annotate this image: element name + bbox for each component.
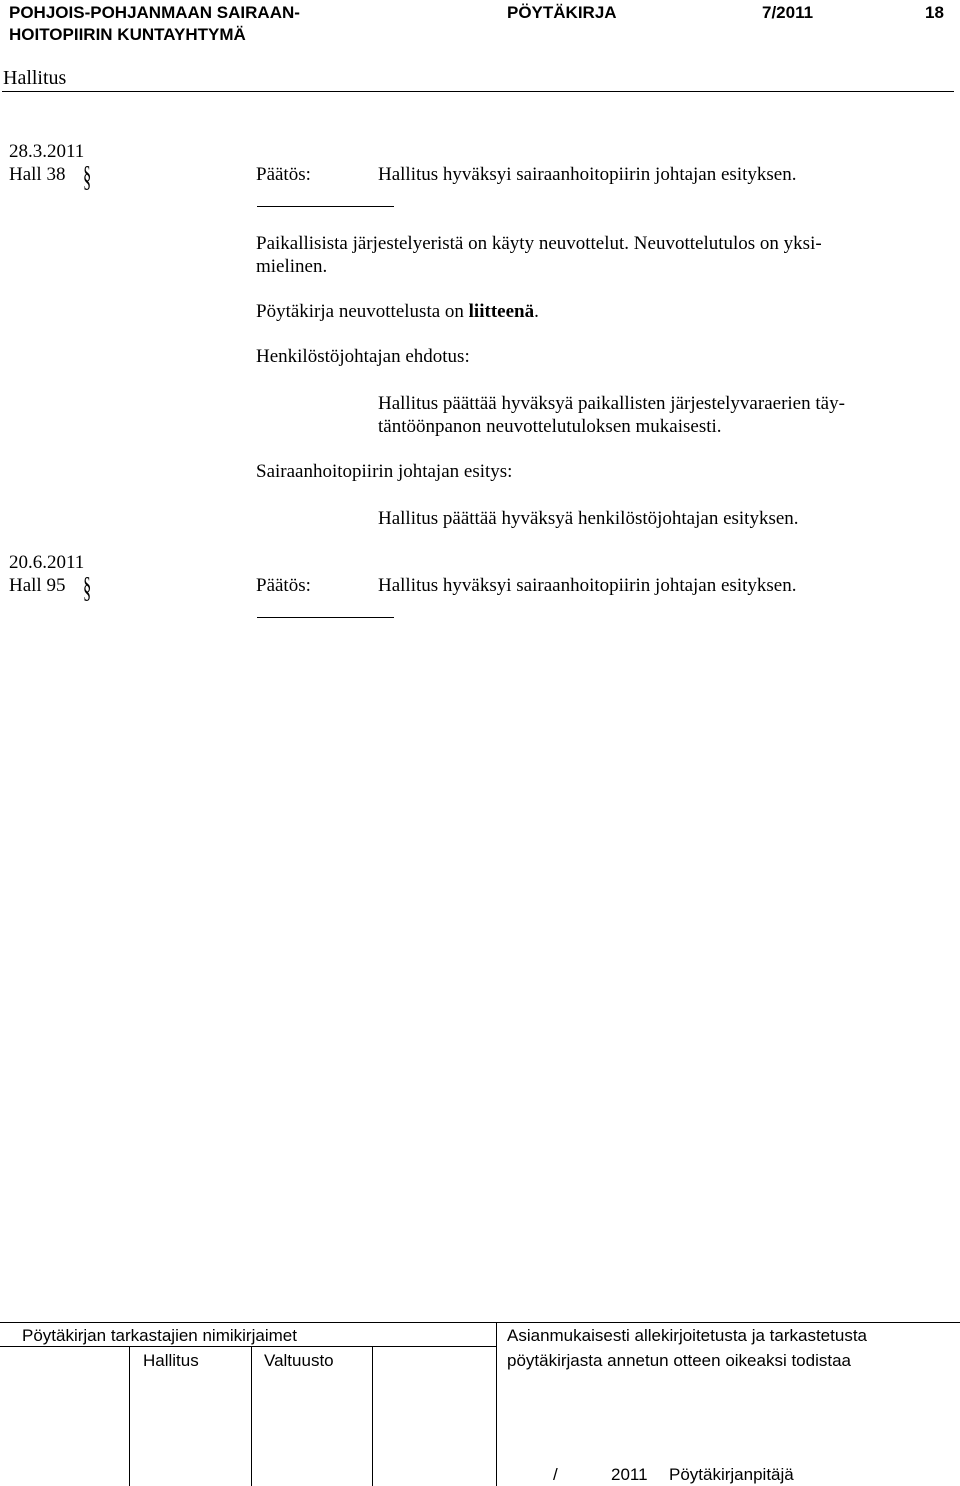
paragraph2-end: . [534, 301, 539, 322]
footer-divider [496, 1322, 497, 1486]
entry1-ref: Hall 38 [9, 164, 66, 185]
footer-col-divider-1 [129, 1346, 130, 1486]
paragraph1-line1: Paikallisista järjestelyeristä on käyty neuvottelut. Neuvottelutulos on yksi- [256, 233, 822, 254]
section-sign-icon: § [83, 571, 92, 604]
footer-left-subrule [0, 1346, 496, 1347]
entry2-date: 20.6.2011 [9, 552, 85, 573]
footer-certification-line1: Asianmukaisesti allekirjoitetusta ja tarkastetusta [507, 1326, 867, 1345]
entry1-decision: Hallitus hyväksyi sairaanhoitopiirin johtajan esityksen. [378, 164, 797, 185]
proposal1-line2: täntöönpanon neuvottelutuloksen mukaisesti. [378, 416, 722, 437]
footer-col-hallitus: Hallitus [143, 1351, 199, 1370]
footer-certification-line2: pöytäkirjasta annetun otteen oikeaksi todistaa [507, 1351, 852, 1370]
section-sign-icon: § [83, 160, 92, 193]
footer-signer: Pöytäkirjanpitäjä [669, 1465, 794, 1484]
entry1-label: Päätös: [256, 164, 311, 185]
footer-col-divider-3 [372, 1346, 373, 1486]
organization-name-line2: HOITOPIIRIN KUNTAYHTYMÄ [9, 25, 246, 44]
paragraph2-text: Pöytäkirja neuvottelusta on [256, 301, 469, 322]
document-number: 7/2011 [762, 3, 814, 22]
proposal2-heading: Sairaanhoitopiirin johtajan esitys: [256, 461, 513, 482]
footer-top-rule [0, 1322, 960, 1323]
footer-col-valtuusto: Valtuusto [264, 1351, 334, 1370]
entry2-ref: Hall 95 [9, 575, 66, 596]
footer-col-divider-2 [251, 1346, 252, 1486]
footer-year: 2011 [611, 1465, 648, 1484]
document-type: PÖYTÄKIRJA [507, 3, 617, 22]
page-number: 18 [925, 3, 944, 22]
paragraph1-line2: mielinen. [256, 256, 328, 277]
governing-body: Hallitus [3, 67, 67, 89]
entry2-divider [257, 617, 394, 618]
proposal1-heading: Henkilöstöjohtajan ehdotus: [256, 346, 470, 367]
proposal2-text: Hallitus päättää hyväksyä henkilöstöjohtajan esityksen. [378, 508, 799, 529]
entry2-decision: Hallitus hyväksyi sairaanhoitopiirin johtajan esityksen. [378, 575, 797, 596]
organization-name-line1: POHJOIS-POHJANMAAN SAIRAAN- [9, 3, 300, 22]
paragraph2 [256, 300, 539, 324]
entry1-divider [257, 206, 394, 207]
entry2-label: Päätös: [256, 575, 311, 596]
attachment-reference: liitteenä [468, 301, 535, 322]
proposal1-line1: Hallitus päättää hyväksyä paikallisten järjestelyvaraerien täy- [378, 393, 845, 414]
entry1-date: 28.3.2011 [9, 141, 85, 162]
footer-date-slash: / [553, 1465, 558, 1484]
footer-initials-title: Pöytäkirjan tarkastajien nimikirjaimet [22, 1326, 297, 1345]
header-rule [2, 91, 954, 92]
